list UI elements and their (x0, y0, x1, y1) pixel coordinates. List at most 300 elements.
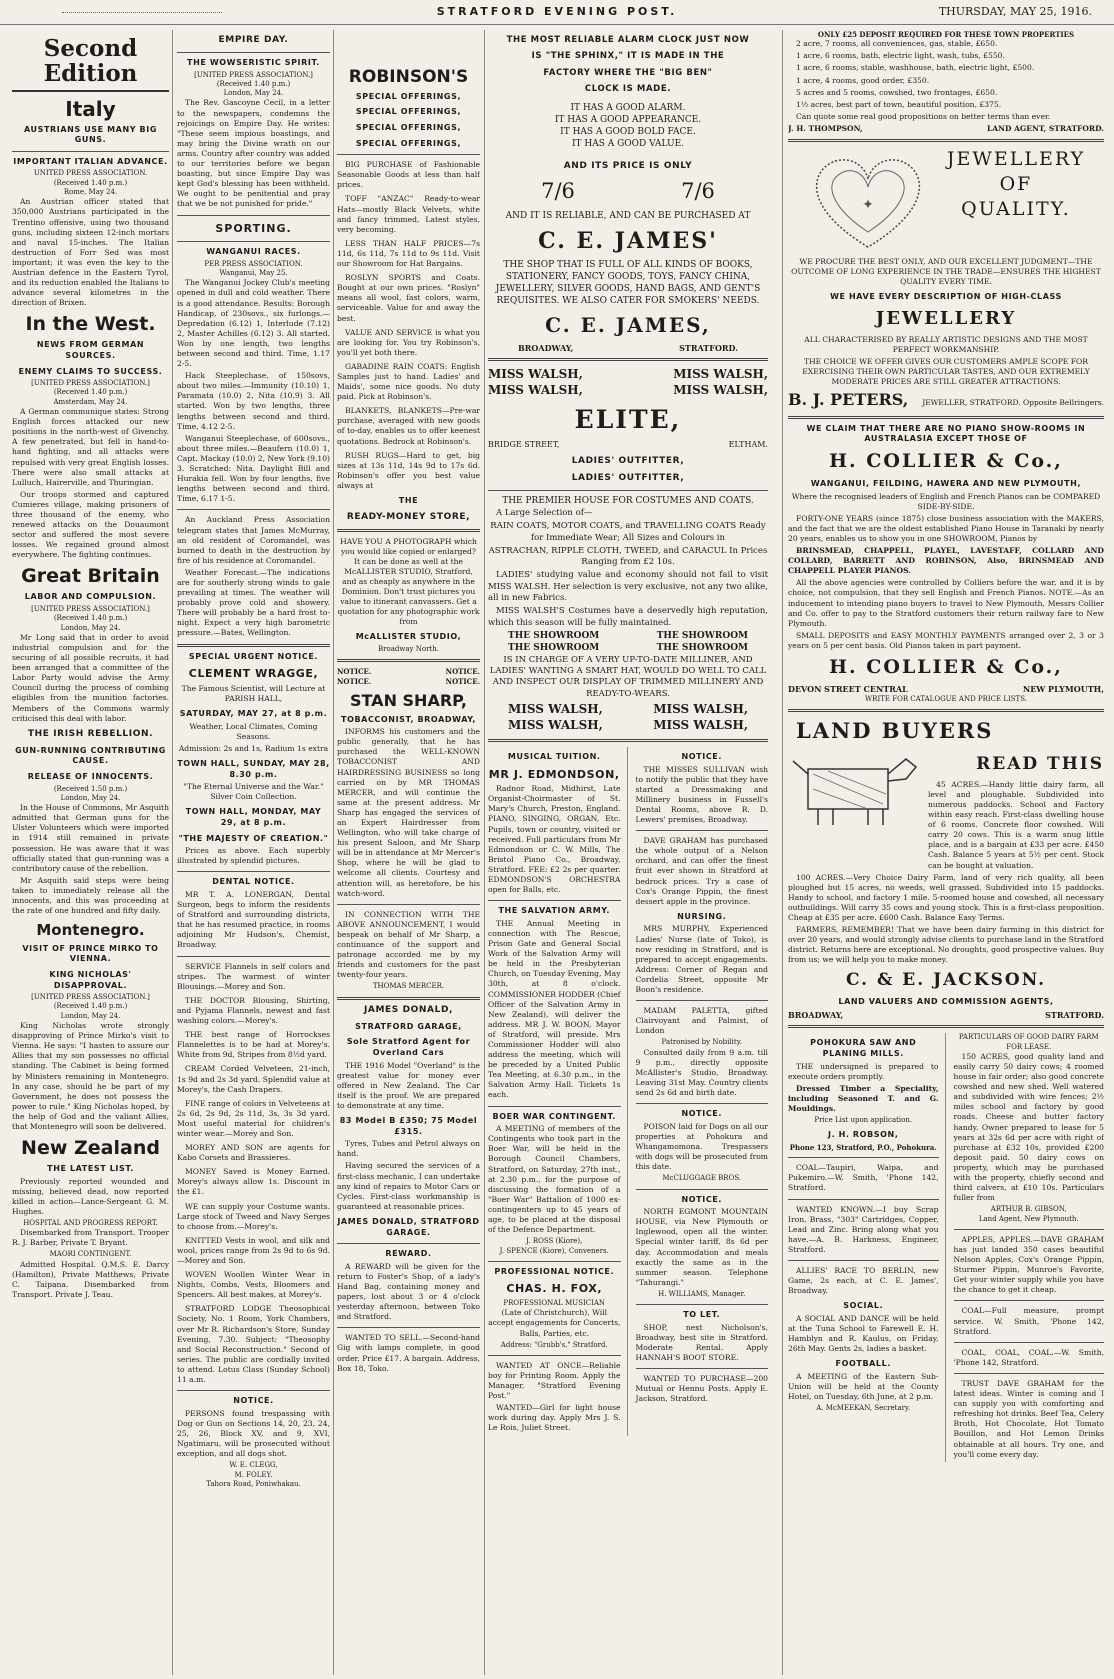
west-text-2: Our troops stormed and captured Cumieres village, making prisoners of three thousand of the enemy, who renewed attacks on the Douaumont sector and suffered the most severe losses. We regained ground almost everywhere. The fighting continues. (12, 489, 169, 560)
saw-name: J. H. ROBSON, (828, 1130, 899, 1140)
walsh-name: MISS WALSH, (653, 718, 748, 732)
collier-text: Where the recognised leaders of English and French Pianos can be COMPARED SIDE-BY-SIDE. (791, 491, 1101, 511)
signature: J. SPENCE (Kiore), Conveners. (499, 1246, 609, 1255)
land-45 (928, 749, 1104, 872)
col4-subcolumns (488, 747, 768, 1436)
collier-name-2: H. COLLIER & Co., (829, 656, 1063, 679)
clock-line: FACTORY WHERE THE "BIG BEN" (543, 67, 713, 78)
sport-sub: WANGANUI RACES. (206, 247, 301, 257)
walsh-sel: A Large Selection of— (496, 507, 593, 518)
thompson-line: 1 acre, 6 rooms, bath, electric light, wash, tubs, £550. (796, 51, 1005, 61)
source: [UNITED PRESS ASSOCIATION.] (31, 993, 150, 1002)
received: (Received 1.40 p.m.) (53, 614, 128, 623)
sharp-text-2: IN CONNECTION WITH THE ABOVE ANNOUNCEMENT, I would bespeak on behalf of Mr Sharp, a continuance of the support and patronage accorded me by my friends and customers for the past twenty-four years. (337, 909, 480, 980)
morey-ad: THE DOCTOR Blousing, Shirting, and Pyjama Flannels, newest and fast washing colors.—Morey's. (177, 995, 330, 1026)
land-farmers: FARMERS, REMEMBER! That we have been dairy farming in this district for over 20 years, and would strongly advise clients to purchase land in the Stratford district. Returns here are exceptional. No droughts, good prospective values. Buy from us; we will help you to make money. (788, 925, 1104, 965)
walsh-showroom: THE SHOWROOM (508, 630, 600, 641)
poison-heading: NOTICE. (681, 1109, 722, 1119)
robinson-the: THE (398, 496, 419, 505)
signature: A. McMEEKAN, Secretary. (816, 1404, 911, 1413)
clock-only: AND ITS PRICE IS ONLY (563, 161, 693, 172)
irish-sub: GUN-RUNNING CONTRIBUTING CAUSE. (15, 745, 166, 766)
rule (788, 1025, 1104, 1028)
gb-sub: LABOR AND COMPULSION. (24, 592, 157, 602)
music-name: MR J. EDMONDSON, (488, 767, 620, 781)
rule (177, 241, 330, 242)
gb-heading: Great Britain (21, 565, 160, 588)
col5-right (954, 1033, 1105, 1461)
prof-name: CHAS. H. FOX, (506, 1282, 603, 1296)
urgent-text-5: "THE MAJESTY OF CREATION." (178, 833, 329, 843)
paletta-text-2: Consulted daily from 9 a.m. till 9 p.m., directly opposite McAllister's Studio, Broadway. Leaving 31st May. Country clients send 2s 6d and birth date. (635, 1047, 768, 1098)
walsh-showroom: THE SHOWROOM (656, 642, 748, 653)
rule (337, 659, 480, 662)
robinson-item: BLANKETS, BLANKETS—Pre-war purchase, averaged with new goods of to-day, enables us to offer keenest quotations. Bedrock at Robinson's. (337, 406, 480, 446)
ads-column-3 (337, 30, 480, 1675)
walsh-showroom-row (488, 643, 768, 655)
donald-text-3: Having secured the services of a first-class mechanic, I can undertake any kind of repairs to Motor Cars or Cycles. First-class workmanship is guaranteed at reasonable prices. (337, 1161, 480, 1211)
james-name-2: C. E. JAMES, (545, 313, 711, 338)
col5-left (788, 1033, 946, 1461)
saw-heading: POHOKURA SAW AND PLANING MILLS. (810, 1038, 917, 1058)
sport-text-2: Hack Steeplechase, of 150sovs, about two miles.—Immunity (10.10) 1, Paramata (10.0) 2, Nita (10.9) 3. All started. Won by two lengths, three lengths between second and third. Time, 4.12 2-5. (177, 371, 330, 431)
source: [UNITED PRESS ASSOCIATION.] (194, 70, 313, 79)
nz-text-2: Disembarked from Transport. Trooper R. J. Barber, Private T. Bryant. (12, 1228, 169, 1248)
walsh-row (488, 367, 768, 383)
clock-reliable: AND IT IS RELIABLE, AND CAN BE PURCHASED AT (505, 210, 751, 221)
robinson-item: TOFF "ANZAC" Ready-to-wear Hats—mostly Black Velvets, white and fancy trimmed, Latest styles, very becoming. (337, 194, 480, 234)
notice-text: PERSONS found trespassing with Dog or Gun on Sections 14, 20, 23, 24, 25, 26, Block XV, and 9, XVI, Ngatimaru, will be prosecuted without exception, and all dogs shot. (177, 1408, 330, 1459)
robinson-special: SPECIAL OFFERINGS, (355, 107, 462, 117)
walsh-showroom: THE SHOWROOM (656, 630, 748, 641)
collier-text-4: SMALL DEPOSITS and EASY MONTHLY PAYMENTS arranged over 2, 3 or 3 years on 5 per cent basis. Old Pianos taken in part payment. (788, 630, 1104, 650)
morey-ad: KNITTED Vests in wool, and silk and wool, prices range from 2s 9d to 6s 9d.—Morey and Son. (177, 1235, 330, 1266)
ads-column-5 (788, 30, 1104, 1675)
rule (177, 215, 330, 216)
social-heading: SOCIAL. (843, 1301, 884, 1311)
notice-row (337, 677, 480, 686)
prof-text: (Late of Christchurch), Will accept engagements for Concerts, Balls, Parties, etc. (488, 1308, 621, 1338)
urgent-name: CLEMENT WRAGGE, (188, 667, 319, 681)
poison-text: POISON laid for Dogs on all our properties at Pohokura and Whangamomona. Trespassers with dogs will be prosecuted from this date. (635, 1121, 768, 1172)
robinson-item: ROSLYN SPORTS and Coats. Bought at our own prices. "Roslyn" means all wool, fast colors, warm, serviceable. Value for and away the best. (337, 273, 480, 323)
rule (636, 1304, 769, 1305)
urgent-text: The Famous Scientist, will Lecture at PARISH HALL, (181, 683, 326, 703)
nz-sub-2: HOSPITAL AND PROGRESS REPORT. (23, 1218, 158, 1227)
dateline: Wanganui, May 25. (219, 269, 288, 278)
rule (488, 358, 768, 361)
rule (954, 1300, 1105, 1301)
walsh-street: BRIDGE STREET, (488, 440, 560, 450)
sharp-sub: TOBACCONIST, BROADWAY, (341, 714, 476, 724)
photo-studio: McALLISTER STUDIO, (355, 632, 462, 642)
robinson-item: VALUE AND SERVICE is what you are looking for. You try Robinson's, you'll yet both there. (337, 327, 480, 357)
apples-ad: APPLES, APPLES.—DAVE GRAHAM has just landed 350 cases beautiful Nelson Apples, Cox's Orange Pippin, Sturmer Pippin, Munroe's Favorite, Get your winter supply while you have the chance to get it cheap. (953, 1234, 1104, 1295)
rule (788, 416, 1104, 419)
football-text: A MEETING of the Eastern Sub-Union will be held at the County Hotel, on Tuesday, 6th June, at 2 p.m. (788, 1371, 939, 1402)
reward-text: A REWARD will be given for the return to Foster's Shop, of a lady's Hand Bag, containing money and papers, lost about 3 or 4 o'clock yesterday afternoon, between Toko and Stratford. (337, 1261, 480, 1322)
james-address (488, 343, 768, 354)
donald-text: THE 1916 Model "Overland" is the greatest value for money ever offered in New Zealand. The Car itself is the proof. We are prepared to demonstrate at any time. (337, 1060, 480, 1110)
walsh-row (488, 718, 768, 734)
column-rule (484, 30, 485, 1675)
walsh-name: MISS WALSH, (488, 367, 583, 382)
rule (488, 1106, 621, 1107)
rule (12, 151, 169, 152)
cow-illustration-icon (788, 749, 928, 827)
walsh-showroom: THE SHOWROOM (508, 642, 600, 653)
clock-feature: IT HAS A GOOD BOLD FACE. (560, 127, 696, 138)
urgent-text-3: Admission: 2s and 1s, Radium 1s extra (178, 743, 329, 753)
walsh-town: ELTHAM. (728, 440, 768, 450)
rule (636, 830, 769, 831)
italy-sub: AUSTRIANS USE MANY BIG GUNS. (23, 124, 157, 145)
thompson-line: 1½ acres, best part of town, beautiful position, £375. (796, 99, 1002, 109)
rule (488, 739, 768, 742)
empire-sub: THE WOWSERISTIC SPIRIT. (187, 57, 320, 67)
news-column-2 (177, 30, 330, 1675)
rule (636, 1000, 769, 1001)
signature: M. FOLEY. (234, 1470, 273, 1479)
rule (177, 509, 330, 510)
walsh-row (488, 383, 768, 399)
walsh-showroom-row (488, 631, 768, 643)
rule (488, 490, 768, 491)
dateline: London, May 24. (60, 1011, 121, 1020)
land-100-text: 100 ACRES.—Very Choice Dairy Farm, land of very rich quality, all been ploughed but 15 acres, no weeds, well grassed. Subdivided into 15 paddocks. Handy to school, and factory 1 mile. 5-roomed house and cowshed, all necessary outbuildings. Will carry 35 cows and young stock. This is a first-class proposition. Cheap at £35 per acre. £600 Cash. Balance Easy Terms. (788, 872, 1104, 922)
heart-necklace-icon (808, 147, 928, 257)
sullivan-text: THE MISSES SULLIVAN wish to notify the public that they have started a Dressmaking and Millinery business in Fussell's Dental Rooms, above R. D. Lewers' premises, Broadway. (635, 764, 768, 825)
james-street: BROADWAY, (518, 342, 574, 353)
land-title: LAND BUYERS (796, 718, 994, 744)
music-text: Radnor Road, Midhirst, Late Organist-Choirmaster of St. Mary's Church, Preston, England. PIANO, SINGING, ORGAN, Etc. Pupils, town or country, visited or received. Full particulars from Mr Edmondson or C. W. Mills, The Bristol Piano Co., Broadway, Stratford. FEE: £2 2s per quarter. EDMONDSON'S ORCHESTRA open for Balls, etc. (488, 784, 621, 895)
notice-label: NOTICE. (337, 667, 372, 677)
clock-feature: IT HAS A GOOD ALARM. (570, 103, 686, 114)
wanted-ad: WANTED—Girl for light house work during day. Apply Mrs J. S. Le Rois, Juliet Street. (488, 1403, 621, 1433)
prof-addr: Address: "Grubb's," Stratford. (500, 1340, 608, 1349)
collier-towns: WANGANUI, FEILDING, HAWERA AND NEW PLYMOUTH, (810, 479, 1082, 489)
col4-right (636, 747, 769, 1436)
collier-makers: BRINSMEAD, CHAPPELL, PLAYEL, LAVESTAFF, COLLARD AND COLLARD, BARRETT AND ROBINSON, Also, BRINSMEAD AND CHAPPELL PLAYER PIANOS. (788, 546, 1104, 576)
jewel-title-line: QUALITY. (961, 198, 1071, 221)
rule (788, 1199, 939, 1200)
urgent-text-2: Weather, Local Climates, Coming Seasons. (189, 721, 318, 741)
saw-bold: Dressed Timber a Speciality, including Seasoned T. and G. Mouldings. (788, 1083, 939, 1113)
thompson-sig-row (788, 124, 1104, 134)
land-title-2: READ THIS (976, 754, 1104, 775)
sport-text-4: An Auckland Press Association telegram states that James McMurray, an old resident of Coromandel, was burned to death in the destruction by fire of his residence at Coromandel. (177, 515, 330, 565)
morey-ad: MOREY AND SON are agents for Kabo Corsets and Brassieres. (177, 1143, 330, 1163)
donald-sig: JAMES DONALD, STRATFORD GARAGE. (337, 1216, 480, 1237)
rule (954, 1229, 1105, 1230)
walsh-charge: IS IN CHARGE OF A VERY UP-TO-DATE MILLINER, AND LADIES' WANTING A SMART HAT, WOULD DO WELL TO CALL AND INSPECT OUR DISPLAY OF TRIMMED MILLINERY AND READY-TO-WEARS. (489, 654, 767, 699)
collier-street: DEVON STREET CENTRAL (788, 684, 908, 695)
nz-heading: New Zealand (21, 1137, 160, 1160)
signature: McCLUGGAGE BROS. (662, 1174, 742, 1183)
robinson-item: BIG PURCHASE of Fashionable Seasonable Goods at less than half prices. (337, 160, 480, 190)
land-45-text: 45 ACRES.—Handy little dairy farm, all level and ploughable. Subdivided into numerous paddocks. School and Factory within easy reach. First-class dwelling house of 6 rooms. Concrete floor cowshed. Will carry 20 cows. This is a warm snug little place, and is a bargain at £33 per acre. £450 Cash. Balance 5 years at 5½ per cent. Stock can be bought at valuation. (928, 779, 1104, 870)
rule (788, 709, 1104, 712)
nursing-heading: NURSING. (677, 911, 727, 921)
tolet-heading: TO LET. (683, 1310, 721, 1320)
trust-ad: TRUST DAVE GRAHAM for the latest ideas. Winter is coming and I can supply you with comforting and refreshing hot drinks. Beef Tea, Celery Broth, Hot Chocolate, Hot Tomato Bouillon, and Hot Lemon Drinks obtainable at all hours. Try one, and you'll come every day. (953, 1378, 1104, 1459)
urgent-text-6: Prices as above. Each superbly illustrated by splendid pictures. (177, 846, 330, 866)
masthead-date: THURSDAY, MAY 25, 1916. (938, 5, 1092, 18)
thompson-line: 5 acres and 5 rooms, cowshed, two frontages, £650. (796, 87, 998, 97)
rule (177, 871, 330, 872)
signature: ARTHUR B. GIBSON, (990, 1205, 1067, 1214)
robinson-title: ROBINSON'S (348, 67, 469, 87)
urgent-when: SATURDAY, MAY 27, at 8 p.m. (179, 708, 328, 718)
social-text: A SOCIAL AND DANCE will be held at the Tuna School to Farewell E. H. Hamblyn and R. Kaulus, on Friday, 26th May. Gents 2s, ladies a basket. (788, 1313, 939, 1354)
column-rule (172, 30, 173, 1675)
robinson-special: SPECIAL OFFERINGS, (355, 138, 462, 148)
jewel-text: WE PROCURE THE BEST ONLY, AND OUR EXCELLENT JUDGMENT—THE OUTCOME OF LONG EXPERIENCE IN THE TRADE—ENSURES THE HIGHEST QUALITY EVERY TIME. (791, 256, 1101, 287)
received: (Received 1.40 p.m.) (53, 388, 128, 397)
walsh-name: MISS WALSH, (488, 383, 583, 398)
clock-line: CLOCK IS MADE. (584, 83, 672, 94)
notice-label: NOTICE. (445, 667, 480, 677)
rule (337, 1327, 480, 1328)
thompson-line: 1 acre, 6 rooms, stable, washhouse, bath, electric light, £500. (796, 63, 1035, 73)
james-town: STRATFORD. (679, 342, 738, 353)
received: (Received 1.40 p.m.) (53, 1002, 128, 1011)
masthead (0, 0, 1114, 25)
collier-town: NEW PLYMOUTH, (1022, 684, 1104, 695)
jackson-address (788, 1010, 1104, 1021)
walsh-name: MISS WALSH, (653, 702, 748, 717)
rule (636, 1189, 769, 1190)
dental-text: MR T. A. LONERGAN, Dental Surgeon, begs to inform the residents of Stratford and surrounding districts, that he has resumed practice, in rooms adjoining Mr Hudson's, Chemist, Broadway. (177, 890, 330, 950)
rule (337, 1243, 480, 1244)
james-name: C. E. JAMES' (538, 227, 718, 254)
boer-text: A MEETING of members of the Contingents who took part in the Boer War, will be held in the Borough Council Chambers, Stratford, on Saturday, 27th inst., at 2.30 p.m., for the purpose of discussing the formation of a "Boer War" Battalion of 1000 ex-contingenters up to 45 years of age, to be placed at the disposal of the Defence Department. (488, 1124, 621, 1235)
clock-price: 7/6 (681, 179, 715, 204)
walsh-premier: THE PREMIER HOUSE FOR COSTUMES AND COATS. (502, 495, 754, 506)
signature: Tahora Road, Poniwhakau. (206, 1479, 301, 1488)
thompson-title: ONLY £25 DEPOSIT REQUIRED FOR THESE TOWN PROPERTIES (817, 30, 1075, 39)
dateline: Rome, May 24. (63, 188, 118, 197)
walsh-outfitter: LADIES' OUTFITTER, (571, 456, 685, 467)
italy-sub2: IMPORTANT ITALIAN ADVANCE. (13, 156, 168, 166)
column-rule (782, 30, 783, 1675)
robinson-special: SPECIAL OFFERINGS, (355, 91, 462, 101)
jewel-header (788, 147, 1104, 257)
jackson-sub: LAND VALUERS AND COMMISSION AGENTS, (838, 997, 1054, 1007)
jewel-sub: WE HAVE EVERY DESCRIPTION OF HIGH-CLASS (830, 292, 1062, 302)
salvation-heading: THE SALVATION ARMY. (498, 906, 610, 916)
dateline: London, May 24. (60, 623, 121, 632)
walsh-costumes: MISS WALSH'S Costumes have a deservedly high reputation, which this season will be fully maintained. (488, 606, 768, 628)
clock-price: 7/6 (541, 179, 575, 204)
urgent-text-4: "The Eternal Universe and the War." Silver Coin Collection. (183, 782, 324, 802)
collier-claim: WE CLAIM THAT THERE ARE NO PIANO SHOW-ROOMS IN AUSTRALASIA EXCEPT THOSE OF (806, 423, 1086, 444)
notice-label: NOTICE. (337, 676, 372, 686)
walsh-name: MISS WALSH, (673, 367, 768, 382)
notice-heading: NOTICE. (233, 1396, 274, 1406)
dave-ad: DAVE GRAHAM has purchased the whole output of a Nelson orchard, and can offer the finest fruit ever shown in Stratford at bedrock prices. Try a case of Cox's Orange Pippin, the finest dessert apple in the province. (635, 836, 768, 906)
james-desc: THE SHOP THAT IS FULL OF ALL KINDS OF BOOKS, STATIONERY, FANCY GOODS, TOYS, FANCY CHINA, JEWELLERY, SILVER GOODS, HAND BAGS, AND GENT'S REQUISITES. WE ALSO CATER FOR SMOKERS' NEEDS. (495, 260, 761, 307)
lease-text: 150 ACRES, good quality land and easily carry 50 dairy cows; 4 roomed house in fair order; also good concrete cowshed and new shed. Well watered and subdivided with wire fences; 2½ miles school and factory by good roads. Cheese and butter factory handy. Owner prepared to lease for 5 years at 32s 6d per acre with right of purchase at £32 10s, provided £200 deposit paid. 50 dairy cows on property, which may be purchased with the property, chiefly second and third calvers, at £10 10s. Particulars fuller from (953, 1051, 1104, 1203)
paletta-text: MADAM PALETTA, gifted Clairvoyant and Palmist, of London (635, 1006, 768, 1036)
wanted-ad: WANTED AT ONCE—Reliable boy for Printing Room. Apply the Manager, "Stratford Evening Post." (488, 1360, 621, 1401)
west-text: A German communique states: Strong English forces attacked our new positions in the north-west of Givenchy. A few penetrated, but fell in hand-to-hand fighting, and all attacks were repulsed with very great English losses. There were also small attacks at Lulluch, Hairerville, and Thuringian. (12, 407, 169, 487)
walsh-name: MISS WALSH, (508, 702, 603, 717)
source: [UNITED PRESS ASSOCIATION.] (31, 604, 150, 613)
sport-text: The Wanganui Jockey Club's meeting opened in dull and cold weather. There is a good attendance. Results: Borough Handicap, of 230sovs., six furlongs.—Depredation (6.12) 1, Interlude (7.12) 2, Master Achilles (6.12) 3. All started. Won by one length, two lengths between second and third. Time, 1.17 2-5. (177, 278, 330, 369)
collier-name: H. COLLIER & Co., (829, 449, 1063, 472)
clock-price-row (488, 178, 768, 206)
peters-sub: JEWELLER, STRATFORD. Opposite Bellringers. (922, 398, 1104, 408)
walsh-astrachan: ASTRACHAN, RIPPLE CLOTH, TWEED, and CARACUL In Prices Ranging from £2 10s. (488, 545, 768, 568)
paletta-patron: Patronised by Nobility. (661, 1038, 742, 1047)
rule (488, 1355, 621, 1356)
rule (337, 529, 480, 532)
clock-feature: IT HAS A GOOD APPEARANCE. (554, 115, 702, 126)
rule (337, 904, 480, 905)
sport-text-5: Weather Forecast.—The indications are for southerly strong winds to gale prevailing at times. The weather will probably prove cold and showery. There will probably be a hard frost to-night. Expect a very high barometric pressure.—Bates, Wellington. (177, 567, 330, 638)
clock-feature: IT HAS A GOOD VALUE. (571, 139, 685, 150)
column-rule (333, 30, 334, 1675)
walsh-outfitter: LADIES' OUTFITTER, (571, 473, 685, 484)
rule (954, 1373, 1105, 1374)
collier-text-2: FORTY-ONE YEARS (since 1875) close business association with the MAKERS, and the fact that we are the oldest established Piano House in Taranaki by nearly 20 years, enables us to show you in one SHOWROOM, Pianos by (788, 513, 1104, 544)
thompson-line: Can quote some real good propositions on better terms than ever. (796, 111, 1051, 121)
land-body (788, 749, 1104, 872)
reward-heading: REWARD. (385, 1249, 432, 1259)
donald-sub-2: Sole Stratford Agent for Overland Cars (346, 1037, 471, 1057)
empire-text: The Rev. Gascoyne Cecil, in a letter to the newspapers, condemns the rejoicings on Empire Day. He writes: "These seem impious boastings, and may bring the Divine wrath on our arms. Country after country was added to our territories before we began boasting, but since Empire Day was kept God's blessing has been withheld. We ought to be penitential and pray that we be not punished for pride." (177, 98, 330, 209)
urgent-hall-2: TOWN HALL, MONDAY, MAY 29, at 8 p.m. (185, 807, 322, 827)
west-heading: In the West. (25, 313, 156, 336)
photo-addr: Broadway North. (378, 645, 439, 654)
italy-heading: Italy (65, 96, 116, 121)
nz-text-3: Admitted Hospital. Q.M.S. E. Darcy (Hamilton), Private Matthews, Private C. Taipana. Disembarked from Transport. Private J. Teau. (12, 1259, 169, 1300)
boer-heading: BOER WAR CONTINGENT. (492, 1111, 616, 1121)
irish-text-2: Mr Asquith said steps were being taken to immediately release all the innocents, and this was proceeding at the rate of one hundred and fifty daily. (12, 875, 169, 916)
edition-title: Second Edition (12, 36, 169, 92)
morey-ad: WOVEN Woollen Winter Wear in Nights, Combs, Vests, Bloomers and Spencers. All best makes, at Morey's. (177, 1270, 330, 1300)
signature: J. H. THOMPSON, (788, 123, 863, 133)
donald-text-2: Tyres, Tubes and Petrol always on hand. (337, 1139, 480, 1159)
saw-text: THE undersigned is prepared to execute orders promptly. (788, 1061, 939, 1081)
italy-text: An Austrian officer stated that 350,000 Austrians participated in the Trentino offensive, using two thousand guns, including sixteen 12-inch mortars and naval 15-inches. The Italian destruction of Forr Sed was most important; it was even the key to the Austrian defence in the Eastern Tyrol, and its reduction enabled the Italians to advance several kilometres in the direction of Brixen. (12, 197, 169, 308)
svg-text:✦: ✦ (862, 196, 874, 213)
nz-sub-3: MAORI CONTINGENT. (49, 1250, 132, 1259)
irish-sub2: RELEASE OF INNOCENTS. (27, 771, 154, 781)
received: (Received 1.40 p.m.) (216, 79, 291, 88)
mont-heading: Montenegro. (36, 921, 145, 940)
morey-ad: SERVICE Flannels in self colors and stripes. The warmest of winter Blousings.—Morey and Son. (177, 961, 330, 991)
received: (Received 1.40 p.m.) (53, 178, 128, 187)
walsh-name: MISS WALSH, (508, 718, 603, 732)
morey-ad: THE best range of Horrockses Flannelettes is to be had at Morey's. White from 9d, Stripes from 8½d yard. (177, 1030, 330, 1060)
saw-price: Price List upon application. (814, 1116, 913, 1125)
rule (488, 900, 621, 901)
source: PER PRESS ASSOCIATION. (204, 259, 303, 268)
rule (177, 52, 330, 53)
peters-name: B. J. PETERS, (788, 390, 909, 410)
saw-phone: Phone 123, Stratford, P.O., Pohokura. (789, 1142, 937, 1152)
egmont-text: NORTH EGMONT MOUNTAIN HOUSE, via New Plymouth or Inglewood, open all the winter. Special winter tariff, 8s 6d per day. Accommodation and meals exactly the same as in the summer season. Telephone "Tahurangi." (635, 1207, 768, 1287)
jewel-text-2: ALL CHARACTERISED BY REALLY ARTISTIC DESIGNS AND THE MOST PERFECT WORKMANSHIP. (804, 334, 1088, 354)
prof-sub: PROFESSIONAL MUSICIAN (503, 1299, 606, 1308)
west-sub: NEWS FROM GERMAN SOURCES. (36, 340, 145, 360)
rule (177, 1390, 330, 1391)
dateline: London, May 24. (223, 89, 284, 98)
signature: W. E. CLEGG, (229, 1461, 278, 1470)
dental-heading: DENTAL NOTICE. (212, 877, 295, 887)
donald-sub: STRATFORD GARAGE, (355, 1021, 462, 1031)
thompson-line: 1 acre, 4 rooms, good order, £350. (796, 75, 930, 85)
clock-line: THE MOST RELIABLE ALARM CLOCK JUST NOW (506, 35, 750, 45)
scrap-ad: WANTED KNOWN.—I buy Scrap Iron, Brass, "303" Cartridges, Copper, Lead and Zinc. Bring along what you have.—A. B. Harkness, Engineer, Stratford. (788, 1204, 939, 1254)
signature: THOMAS MERCER. (372, 982, 445, 991)
jackson-town: STRATFORD. (1045, 1009, 1104, 1020)
donald-models: 83 Model B £350; 75 Model £315. (339, 1116, 478, 1136)
football-heading: FOOTBALL. (835, 1359, 891, 1369)
robinson-item: RUSH RUGS—Hard to get, big sizes at 13s 11d, 14s 9d to 17s 6d. Robinson's offer you best value always at (337, 450, 480, 490)
morey-ad: CREAM Corded Velveteen, 21-inch, 1s 9d and 2s 3d yard. Splendid value at Morey's, the Cash Drapers. (177, 1064, 330, 1094)
robinson-item: GABADINE RAIN COATS: English Samples just to hand. Ladies' and Maids', some nice goods. No duty paid. Pick at Robinson's. (337, 361, 480, 402)
empire-heading: EMPIRE DAY. (218, 35, 289, 45)
music-heading: MUSICAL TUITION. (507, 751, 601, 761)
rule (788, 139, 1104, 142)
walsh-elite: ELITE, (574, 405, 682, 435)
sharp-title: STAN SHARP, (349, 690, 468, 710)
urgent-hall: TOWN HALL, SUNDAY, MAY 28, 8.30 p.m. (177, 758, 330, 779)
irish-heading: THE IRISH REBELLION. (27, 728, 154, 739)
collier-address (788, 684, 1104, 695)
rule (636, 1103, 769, 1104)
morey-ad: WE can supply your Costume wants. Large stock of Tweed and Navy Serges to choose from.—Morey's. (177, 1201, 330, 1231)
sport-text-3: Wanganui Steeplechase, of 600sovs., about three miles.—Beaufern (10.0) 1, Capt. Mackay (10.0) 2, New York (9.10) 3. Scratched: Nita. Daylight Bill and Hurakia fell. Won by four lengths, five lengths between second and third. Time, 6.17 1-5. (177, 433, 330, 504)
masthead-title: STRATFORD EVENING POST. (436, 5, 678, 18)
lodge-notice: STRATFORD LODGE Theosophical Society, No. 1 Room, York Chambers, over Mr R. Richardson's Store, Sunday Evening, 7.30. Subject: "Theosophy and Social Reconstruction." Second of series. The public are cordially invited to attend. Lotus Class (Sunday School) 11 a.m. (177, 1304, 330, 1385)
collier-catalogue: WRITE FOR CATALOGUE AND PRICE LISTS. (864, 694, 1027, 703)
morey-ad: FINE range of colors in Velveteens at 2s 6d, 2s 9d, 2s 11d, 3s, 3s 3d yard. Most useful material for children's winter wear.—Morey and Son. (177, 1098, 330, 1138)
news-column-1 (12, 30, 169, 1675)
jackson-name: C. & E. JACKSON. (845, 970, 1047, 991)
ads-column-4 (488, 30, 768, 1675)
received: (Received 1.50 p.m.) (53, 784, 128, 793)
jewel-title (928, 147, 1104, 223)
coal-ad: COAL—Taupiri, Waipa, and Pukemiro.—W. Smith, 'Phone 142, Stratford. (788, 1163, 939, 1193)
jewel-text-3: THE CHOICE WE OFFER GIVES OUR CUSTOMERS AMPLE SCOPE FOR EXERCISING THEIR OWN PARTICULAR TASTES, AND OUR EXTREMELY MODERATE PRICES ARE STILL GREATER ATTRACTIONS. (802, 356, 1090, 387)
walsh-row (488, 702, 768, 718)
dateline: London, May 24. (60, 793, 121, 802)
walsh-address (488, 440, 768, 451)
walsh-coats: RAIN COATS, MOTOR COATS, and TRAVELLING COATS Ready for Immediate Wear; All Sizes and Colours in (490, 521, 766, 543)
peters-row (788, 389, 1104, 410)
salvation-text: THE Annual Meeting in connection with The Rescue, Prison Gate and General Social Work of the Salvation Army will be held in the Presbyterian Church, on Tuesday Evening, May 30th, at 8 o'clock. COMMISSIONER HODDER (Chief Officer of the Salvation Army in New Zealand), will deliver the address. MR J. W. BOON, Mayor of Stratford, will preside. Mrs Commissioner Hodder will also address the meeting, which will be preceded by a United Public Tea Meeting, at 6.30 p.m., in the Salvation Army Hall. Tickets 1s each. (488, 918, 621, 1100)
allies-ad: ALLIES' RACE TO BERLIN, new Game, 2s each, at C. E. James', Broadway. (788, 1266, 939, 1296)
donald-title: JAMES DONALD, (363, 1004, 454, 1015)
west-sub2: ENEMY CLAIMS TO SUCCESS. (18, 366, 163, 376)
coal-ad: COAL, COAL, COAL.—W. Smith, 'Phone 142, Stratford. (953, 1347, 1104, 1367)
robinson-store: READY-MONEY STORE, (346, 511, 471, 522)
sharp-text: INFORMS his customers and the public generally, that he has purchased the WELL-KNOWN TOBACCONIST AND HAIRDRESSING BUSINESS so long carried on by MR THOMAS MERCER, and will continue the same at the present address. Mr Sharp has engaged the services of an Expert Hairdresser from Wellington, who will take charge of his present Saloon, and Mr Sharp will be in attendance at Mr Mercer's Shop, where he will be glad to welcome all clients. Courtesy and attention will, as heretofore, be his watch-word. (337, 727, 480, 898)
tolet-text: SHOP, next Nicholson's, Broadway, best site in Stratford. Moderate Rental. Apply HANNAH'S BOOT STORE. (635, 1322, 768, 1363)
walsh-ladies: LADIES' studying value and economy should not fail to visit MISS WALSH. Her selection is very exclusive, not any two alike, all in new Fabrics. (488, 570, 768, 604)
robinson-special: SPECIAL OFFERINGS, (355, 122, 462, 132)
nz-sub: THE LATEST LIST. (47, 1163, 134, 1173)
collier-text-3: All the above agencies were controlled by Colliers before the war, and it is by choice, not compulsion, that they sell English and French Pianos. NOTE.—As an inducement to intending piano buyers to travel to New Plymouth, Messrs Collier and Co. offer to pay to the Stratford customers their return railway fare to New Plymouth. (788, 578, 1104, 628)
coal-ad: COAL—Full measure, prompt service. W. Smith, 'Phone 142, Stratford. (953, 1306, 1104, 1336)
signature: Land Agent, New Plymouth. (978, 1214, 1079, 1223)
nursing-text: MRS MURPHY, Experienced Ladies' Nurse (late of Toko), is now residing in Stratford, and is prepared to accept engagements. Address: Corner of Regan and Cordelia Street, opposite Mr Boon's residence. (635, 924, 768, 994)
source: [UNITED PRESS ASSOCIATION.] (31, 379, 150, 388)
